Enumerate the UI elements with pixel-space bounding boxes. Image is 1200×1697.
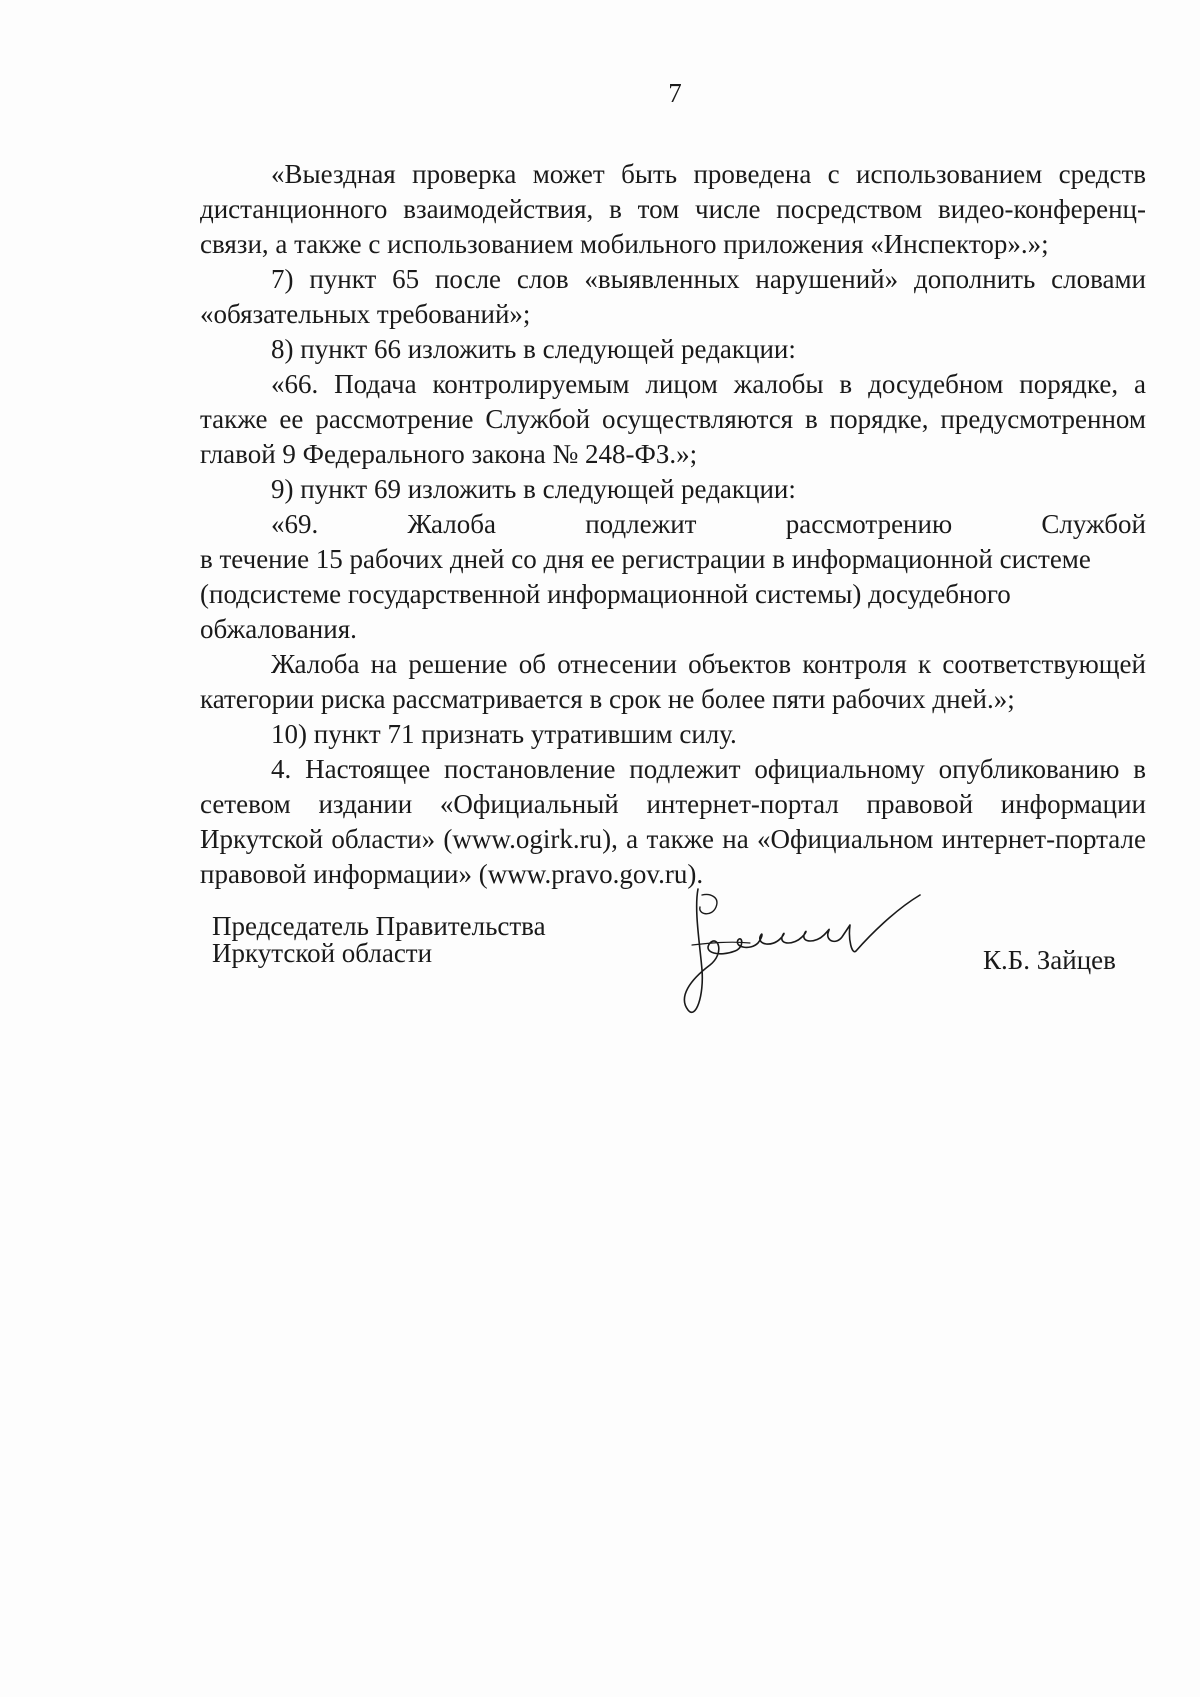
- paragraph-item-69-first-line: «69. Жалоба подлежит рассмотрению Службой: [271, 509, 1146, 539]
- signatory-name: К.Б. Зайцев: [983, 945, 1116, 975]
- page-number: 7: [668, 78, 682, 108]
- signatory-position: [212, 913, 546, 967]
- paragraph-item-71: 10) пункт 71 признать утратившим силу.: [271, 719, 737, 749]
- signatory-position-line1: Председатель Правительства: [212, 911, 546, 941]
- paragraph-item-65: 7) пункт 65 после слов «выявленных нарушений» дополнить словами «обязательных требований»;: [200, 264, 1146, 329]
- paragraph-inspection-remote: «Выездная проверка может быть проведена с использованием средств дистанционного взаимодействия, в том числе посредством видео-конференц-связи, а также с использованием мобильного приложения «Инспектор».»;: [200, 159, 1146, 259]
- paragraph-item-69-rest: в течение 15 рабочих дней со дня ее регистрации в информационной системе (подсистеме государственной информационной системы) досудебного обжалования.: [200, 544, 1091, 644]
- paragraph-item-69-text: [200, 507, 1146, 647]
- handwritten-signature: [680, 885, 925, 1025]
- paragraph-item-69-intro: 9) пункт 69 изложить в следующей редакции:: [271, 474, 796, 504]
- paragraph-complaint-risk: Жалоба на решение об отнесении объектов контроля к соответствующей категории риска рассматривается в срок не более пяти рабочих дней.»;: [200, 649, 1146, 714]
- signatory-position-line2: Иркутской области: [212, 938, 433, 968]
- paragraph-publication: 4. Настоящее постановление подлежит официальному опубликованию в сетевом издании «Официальный интернет-портал правовой информации Иркутской области» (www.ogirk.ru), а также на «Официальном интернет-портале правовой информации» (www.pravo.gov.ru).: [200, 754, 1146, 889]
- document-body: [200, 157, 1146, 892]
- paragraph-item-66-text: «66. Подача контролируемым лицом жалобы в досудебном порядке, а также ее рассмотрение Службой осуществляются в порядке, предусмотренном главой 9 Федерального закона № 248-ФЗ.»;: [200, 369, 1146, 469]
- paragraph-item-66-intro: 8) пункт 66 изложить в следующей редакции:: [271, 334, 796, 364]
